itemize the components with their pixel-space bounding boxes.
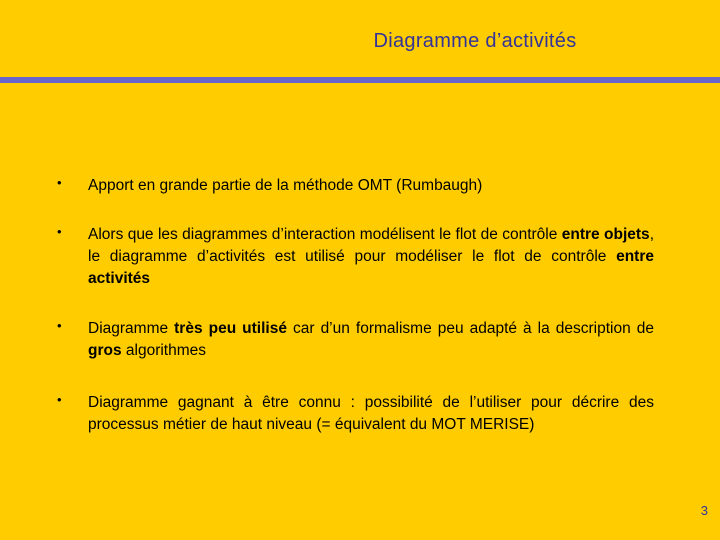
bullet-segment: algorithmes [121,342,207,359]
title-divider [0,77,720,83]
bullet-text [88,175,654,197]
bullet-segment: , le diagramme d’activités est utilisé pour modéliser le flot de contrôle [88,226,654,265]
slide-title: Diagramme d’activités [373,30,577,52]
bullet-emphasis: gros [88,342,122,359]
bullet-marker: • [57,224,62,239]
bullet-emphasis: entre objets [561,226,650,243]
bullet-text [88,318,654,362]
bullet-segment: car d’un formalisme peu adapté à la description de [286,320,654,337]
bullet-segment: Apport en grande partie de la méthode OMT (Rumbaugh) [88,177,483,194]
bullet-text [88,224,654,290]
bullet-marker: • [57,318,62,333]
bullet-emphasis: très peu utilisé [174,320,287,337]
bullet-segment: Alors que les diagrammes d’interaction modélisent le flot de contrôle [88,226,562,243]
bullet-emphasis: entre activités [88,248,654,287]
bullet-segment: Diagramme gagnant à être connu : possibilité de l’utiliser pour décrire des processus métier de haut niveau (= équivalent du MOT MERISE) [88,394,654,433]
bullet-segment: Diagramme [88,320,175,337]
bullet-text [88,392,654,436]
bullet-marker: • [57,175,62,190]
bullet-marker: • [57,392,62,407]
page-number: 3 [700,503,708,518]
